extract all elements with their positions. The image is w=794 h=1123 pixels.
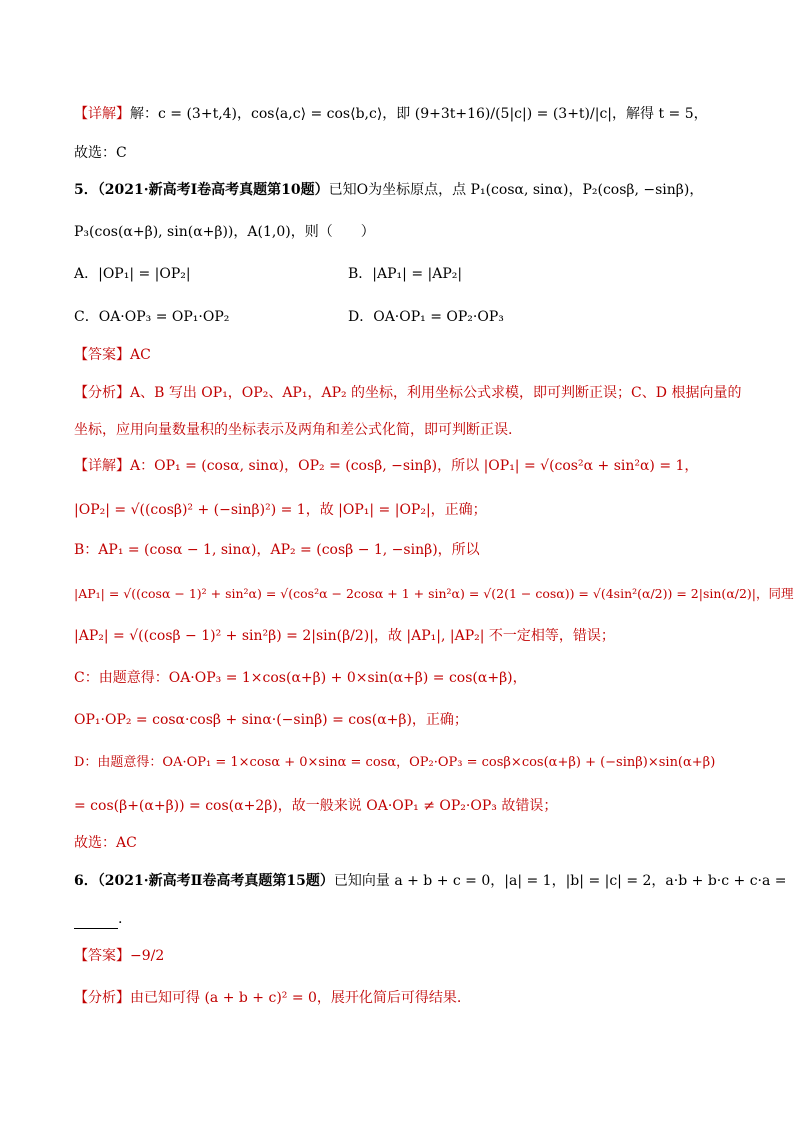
question-5-line-2: P₃(cos(α+β), sin(α+β))，A(1,0)，则（ ） — [74, 224, 375, 240]
final-choice-line: 故选：AC — [74, 835, 137, 851]
analysis-6-line — [74, 988, 728, 1008]
question-5-stem: 已知O为坐标原点，点 P₁(cosα, sinα)，P₂(cosβ, −sinβ)， — [328, 182, 704, 198]
detail-c-line-2: OP₁·OP₂ = cosα·cosβ + sinα·(−sinβ) = cos(α+β)，正确； — [74, 712, 468, 728]
analysis-line-1 — [74, 383, 742, 403]
detail-b-line-3: |AP₂| = √((cosβ − 1)² + sin²β) = 2|sin(β/2)|，故 |AP₁|, |AP₂| 不一定相等，错误； — [74, 628, 615, 644]
detail-a-line-1 — [74, 456, 728, 476]
question-6-source: 6．（2021·新高考Ⅱ卷高考真题第15题） — [74, 873, 334, 889]
analysis-text: A、B 写出 OP₁，OP₂、AP₁，AP₂ 的坐标，利用坐标公式求模，即可判断正误；C、D 根据向量的 — [130, 385, 742, 401]
question-6-line-2 — [74, 909, 728, 929]
question-6-line-1 — [74, 871, 787, 891]
detail-a-text: A：OP₁ = (cosα, sinα)，OP₂ = (cosβ, −sinβ)，所以 |OP₁| = √(cos²α + sin²α) = 1， — [130, 458, 699, 474]
answer-6-value: −9/2 — [130, 948, 165, 964]
question-5-source: 5．（2021·新高考Ⅰ卷高考真题第10题） — [74, 182, 329, 198]
detail-a-line-2: |OP₂| = √((cosβ)² + (−sinβ)²) = 1，故 |OP₁| = |OP₂|，正确； — [74, 502, 487, 518]
detail-b-line-1: B：AP₁ = (cosα − 1, sinα)，AP₂ = (cosβ − 1, −sinβ)，所以 — [74, 542, 480, 558]
option-b: B．|AP₁| = |AP₂| — [348, 266, 463, 282]
answer-line — [74, 345, 728, 365]
answer-value: AC — [130, 347, 151, 363]
answer-tag: 【答案】 — [74, 347, 130, 363]
detail-d-line-1: D：由题意得：OA·OP₁ = 1×cosα + 0×sinα = cosα，OP₂·OP₃ = cosβ×cos(α+β) + (−sinβ)×sin(α+β) — [74, 755, 716, 770]
solution-line-1 — [74, 104, 728, 124]
option-d: D．OA·OP₁ = OP₂·OP₃ — [348, 309, 504, 325]
question-6-end: . — [118, 911, 123, 927]
detail-tag-2: 【详解】 — [74, 458, 130, 474]
option-a: A．|OP₁| = |OP₂| — [74, 266, 191, 282]
detail-c-line-1: C：由题意得：OA·OP₃ = 1×cos(α+β) + 0×sin(α+β) = cos(α+β)， — [74, 670, 527, 686]
detail-tag: 【详解】 — [74, 106, 130, 122]
solution-text: 解：c = (3+t,4)，cos⟨a,c⟩ = cos⟨b,c⟩，即 (9+3t+16)/(5|c|) = (3+t)/|c|，解得 t = 5， — [130, 106, 708, 122]
analysis-tag: 【分析】 — [74, 385, 130, 401]
analysis-6-text: 由已知可得 (a + b + c)² = 0，展开化简后可得结果. — [130, 990, 462, 1006]
answer-6-tag: 【答案】 — [74, 948, 130, 964]
question-5-line-1 — [74, 180, 728, 200]
answer-6-line — [74, 946, 728, 966]
detail-d-line-2: = cos(β+(α+β)) = cos(α+2β)，故一般来说 OA·OP₁ ≠ OP₂·OP₃ 故错误； — [74, 798, 558, 814]
choice-line: 故选：C — [74, 145, 127, 161]
detail-b-line-2: |AP₁| = √((cosα − 1)² + sin²α) = √(cos²α − 2cosα + 1 + sin²α) = √(2(1 − cosα)) = √(4sin²(α/2)) = 2|sin(α/2)|，同理 — [74, 586, 794, 601]
analysis-line-2: 坐标，应用向量数量积的坐标表示及两角和差公式化简，即可判断正误. — [74, 422, 513, 438]
analysis-6-tag: 【分析】 — [74, 990, 130, 1006]
answer-blank — [74, 914, 118, 929]
option-c: C．OA·OP₃ = OP₁·OP₂ — [74, 309, 230, 325]
question-6-stem: 已知向量 a + b + c = 0，|a| = 1，|b| = |c| = 2，a·b + b·c + c·a = — [333, 873, 787, 889]
